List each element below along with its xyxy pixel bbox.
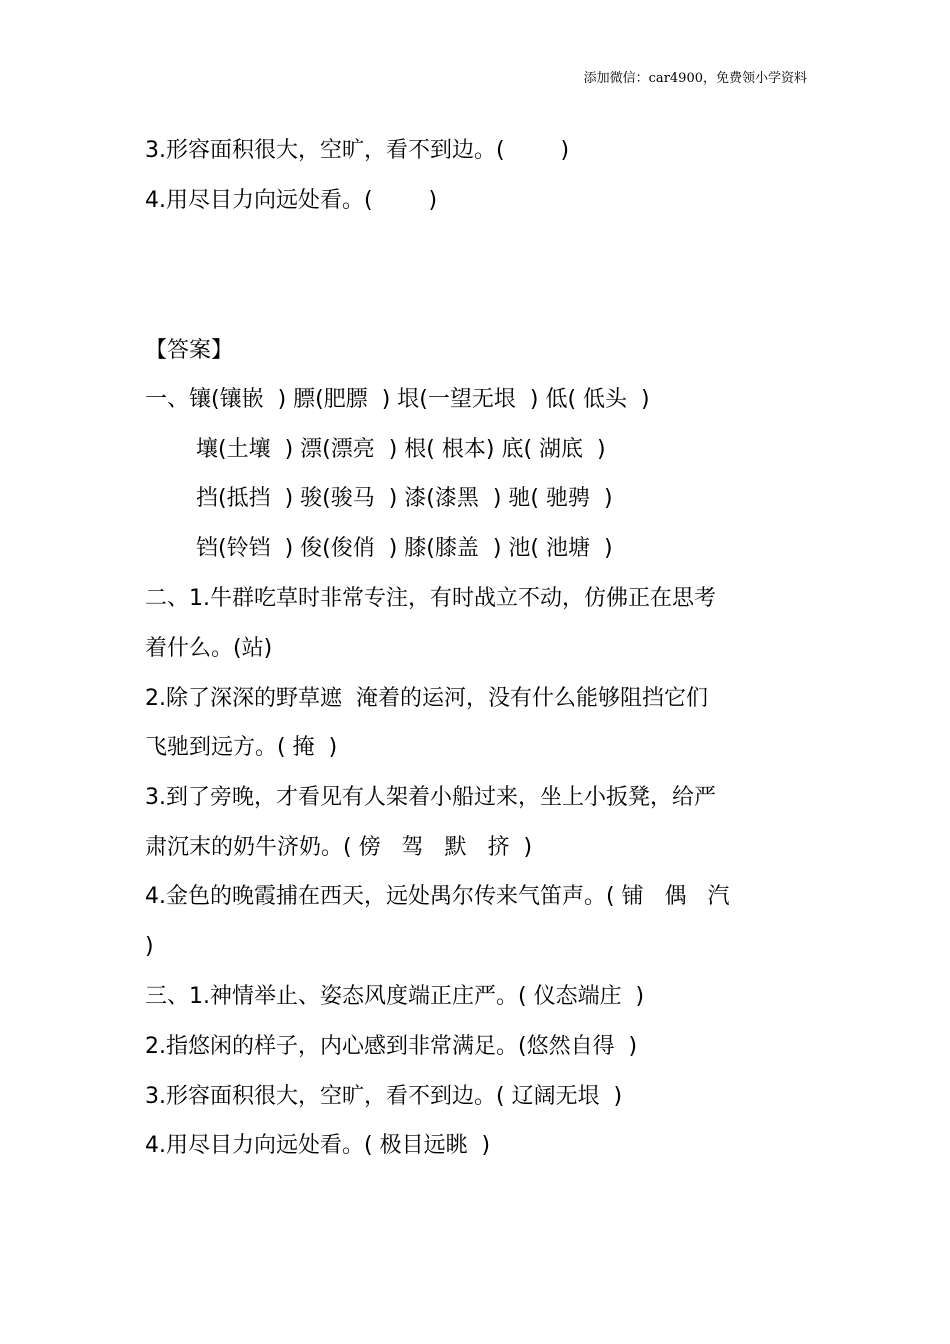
section2-line-8: ) — [145, 934, 154, 959]
section3-line-4: 4.用尽目力向远处看。( 极目远眺 ) — [145, 1133, 491, 1158]
header-note: 添加微信：car4900，免费领小学资料 — [583, 71, 807, 86]
section2-line-4: 飞驰到远方。( 掩 ) — [145, 735, 338, 760]
section1-line-3: 挡(抵挡 ) 骏(骏马 ) 漆(漆黑 ) 驰( 驰骋 ) — [196, 486, 613, 511]
section3-line-3: 3.形容面积很大，空旷，看不到边。( 辽阔无垠 ) — [145, 1084, 623, 1109]
section2-line-5: 3.到了旁晚，才看见有人架着小船过来，坐上小扳凳，给严 — [145, 785, 716, 810]
section3-line-2: 2.指悠闲的样子，内心感到非常满足。(悠然自得 ) — [145, 1034, 638, 1059]
section2-line-7: 4.金色的晚霞捕在西天，远处禺尔传来气笛声。( 铺 偶 汽 — [145, 884, 730, 909]
section1-line-2: 壤(土壤 ) 漂(漂亮 ) 根( 根本) 底( 湖底 ) — [196, 437, 606, 462]
answer-title: 【答案】 — [145, 338, 234, 363]
section2-line-3: 2.除了深深的野草遮 淹着的运河，没有什么能够阻挡它们 — [145, 686, 708, 711]
exercise-line-3: 3.形容面积很大，空旷，看不到边。( ) — [145, 138, 570, 163]
exercise-line-4: 4.用尽目力向远处看。( ) — [145, 188, 438, 213]
section2-line-1: 二、1.牛群吃草时非常专注，有时战立不动，仿佛正在思考 — [145, 586, 716, 611]
section3-line-1: 三、1.神情举止、姿态风度端正庄严。( 仪态端庄 ) — [145, 984, 645, 1009]
section1-line-4: 铛(铃铛 ) 俊(俊俏 ) 膝(膝盖 ) 池( 池塘 ) — [196, 536, 613, 561]
section1-line-1: 一、镶(镶嵌 ) 膘(肥膘 ) 垠(一望无垠 ) 低( 低头 ) — [145, 387, 650, 412]
section2-line-6: 肃沉末的奶牛济奶。( 傍 驾 默 挤 ) — [145, 835, 533, 860]
section2-line-2: 着什么。(站) — [145, 636, 273, 661]
